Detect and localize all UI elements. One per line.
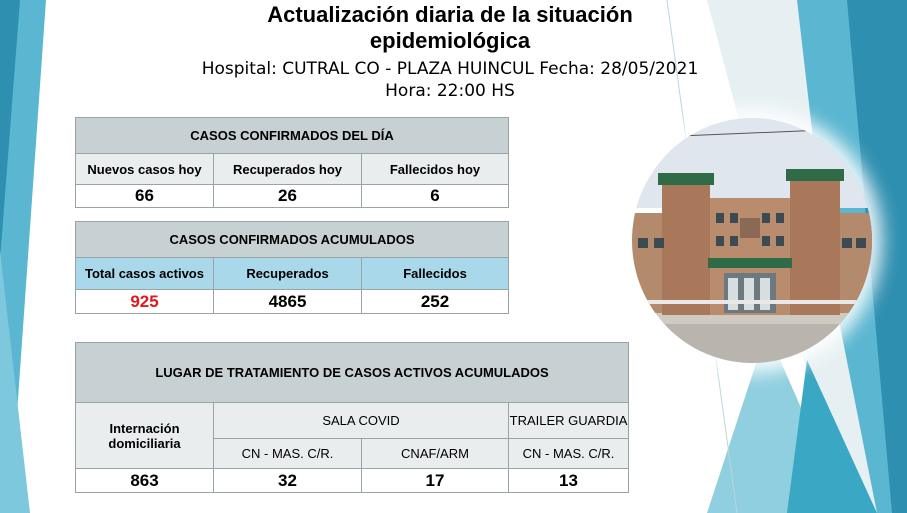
hospital-building-icon <box>632 118 872 363</box>
treatment-val-cn-sala: 32 <box>214 469 362 493</box>
accum-col-active: Total casos activos <box>76 258 214 290</box>
hospital-date-line: Hospital: CUTRAL CO - PLAZA HUINCUL Fecha: 28/05/2021 <box>201 59 699 79</box>
left-decoration <box>0 0 60 513</box>
treatment-val-cn-trailer: 13 <box>509 469 629 493</box>
accumulated-cases-table <box>75 221 509 314</box>
page-subtitle <box>185 58 715 102</box>
treatment-location-table <box>75 342 629 493</box>
treatment-val-home: 863 <box>76 469 214 493</box>
accum-header: CASOS CONFIRMADOS ACUMULADOS <box>76 222 509 258</box>
treatment-col-trailer: TRAILER GUARDIA <box>509 403 629 439</box>
daily-header: CASOS CONFIRMADOS DEL DÍA <box>76 118 509 154</box>
daily-cases-table <box>75 117 509 208</box>
treatment-col-sala-covid: SALA COVID <box>214 403 509 439</box>
accum-col-deceased: Fallecidos <box>362 258 509 290</box>
daily-col-recovered: Recuperados hoy <box>214 154 362 185</box>
accum-val-recovered: 4865 <box>214 290 362 314</box>
treatment-subcol-cnaf: CNAF/ARM <box>362 439 509 469</box>
page-title: Actualización diaria de la situación epidemiológica <box>267 2 633 53</box>
treatment-val-cnaf: 17 <box>362 469 509 493</box>
daily-col-deceased: Fallecidos hoy <box>362 154 509 185</box>
daily-col-new: Nuevos casos hoy <box>76 154 214 185</box>
treatment-subcol-cn-trailer: CN - MAS. C/R. <box>509 439 629 469</box>
treatment-col-home: Internación domiciliaria <box>76 403 214 469</box>
accum-val-deceased: 252 <box>362 290 509 314</box>
hospital-photo <box>632 118 872 363</box>
accum-col-recovered: Recuperados <box>214 258 362 290</box>
time-line: Hora: 22:00 HS <box>385 81 515 101</box>
treatment-subcol-cn-sala: CN - MAS. C/R. <box>214 439 362 469</box>
accum-val-active: 925 <box>76 290 214 314</box>
daily-val-new: 66 <box>76 185 214 208</box>
daily-val-recovered: 26 <box>214 185 362 208</box>
treatment-header: LUGAR DE TRATAMIENTO DE CASOS ACTIVOS ACUMULADOS <box>76 343 629 403</box>
daily-val-deceased: 6 <box>362 185 509 208</box>
